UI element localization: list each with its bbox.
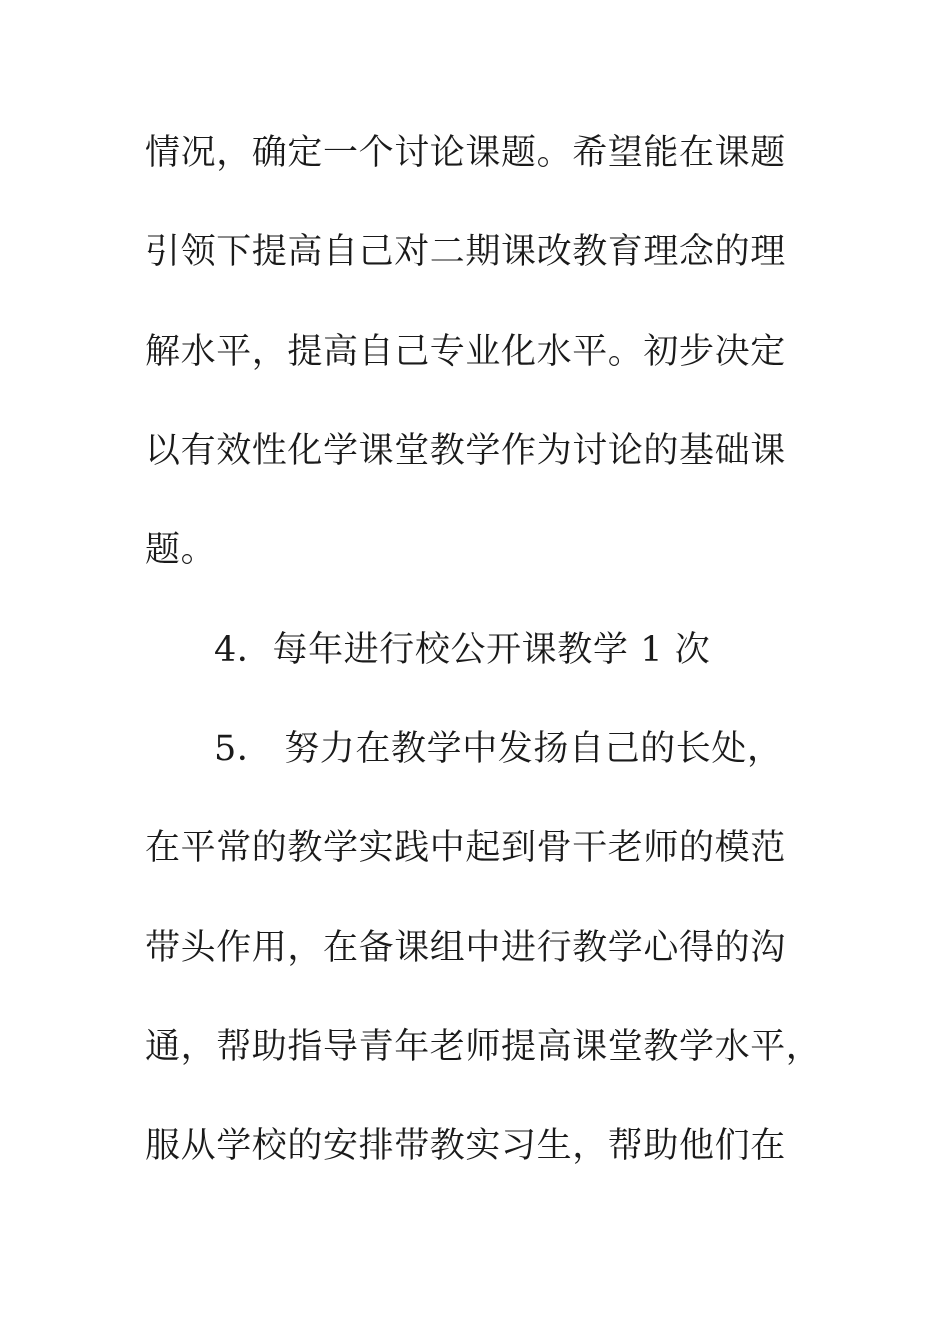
paragraph-line-5: 题。 — [145, 530, 217, 570]
paragraph-line-11: 服从学校的安排带教实习生，帮助他们在 — [145, 1126, 786, 1166]
paragraph-line-3: 解水平，提高自己专业化水平。初步决定 — [145, 332, 786, 372]
list-item-5: 5． 努力在教学中发扬自己的长处， — [214, 729, 783, 769]
paragraph-line-10: 通，帮助指导青年老师提高课堂教学水平， — [145, 1027, 822, 1067]
paragraph-line-1: 情况，确定一个讨论课题。希望能在课题 — [145, 133, 786, 173]
paragraph-line-2: 引领下提高自己对二期课改教育理念的理 — [145, 232, 786, 272]
paragraph-line-9: 带头作用，在备课组中进行教学心得的沟 — [145, 928, 786, 968]
paragraph-line-8: 在平常的教学实践中起到骨干老师的模范 — [145, 828, 786, 868]
list-item-4: 4．每年进行校公开课教学 1 次 — [214, 630, 711, 670]
paragraph-line-4: 以有效性化学课堂教学作为讨论的基础课 — [145, 431, 786, 471]
